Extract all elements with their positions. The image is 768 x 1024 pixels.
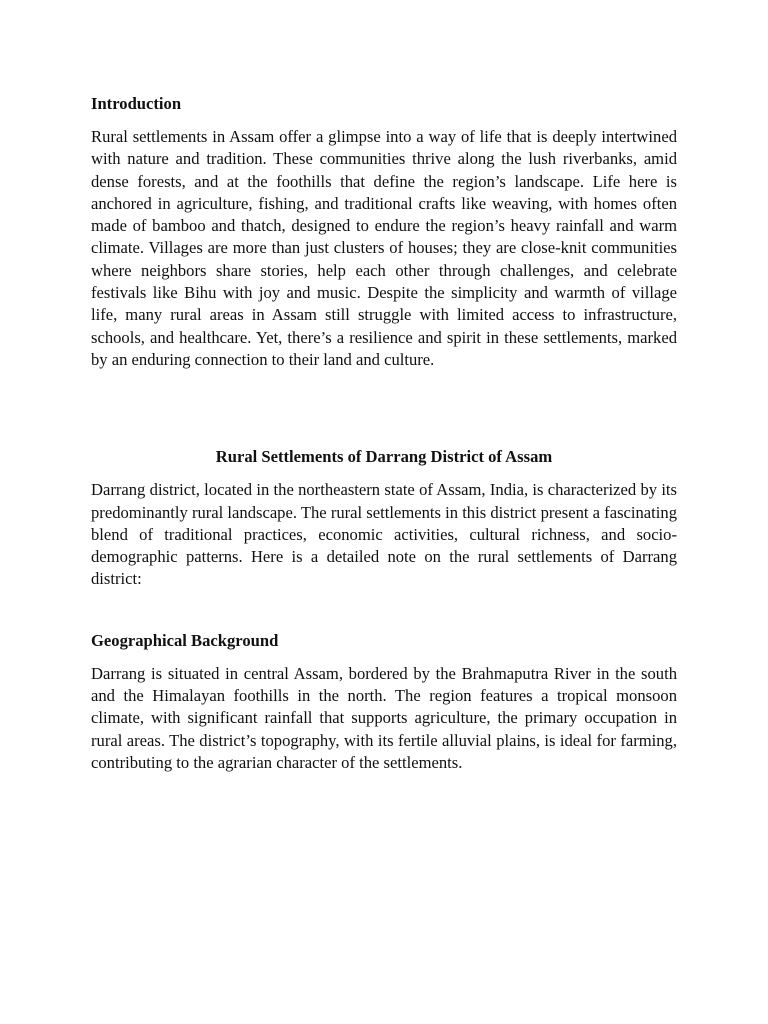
geography-heading: Geographical Background — [91, 630, 279, 650]
geography-paragraph: Darrang is situated in central Assam, bordered by the Brahmaputra River in the south and the Himalayan foothills in the north. The region features a tropical monsoon climate, with significant rainfall that supports agriculture, the primary occupation in rural areas. The district’s topography, with its fertile alluvial plains, is ideal for farming, contributing to the agrarian character of the settlements. — [91, 663, 677, 772]
darrang-paragraph: Darrang district, located in the northeastern state of Assam, India, is characterized by its predominantly rural landscape. The rural settlements in this district present a fascinating blend of traditional practices, economic activities, cultural richness, and socio-demographic patterns. Here is a detailed note on the rural settlements of Darrang district: — [91, 480, 677, 589]
intro-paragraph: Rural settlements in Assam offer a glimpse into a way of life that is deeply intertwined with nature and tradition. These communities thrive along the lush riverbanks, amid dense forests, and at the foothills that define the region’s landscape. Life here is anchored in agriculture, fishing, and traditional crafts like weaving, with homes often made of bamboo and thatch, designed to endure the region’s heavy rainfall and warm climate. Villages are more than just clusters of houses; they are close-knit communities where neighbors share stories, help each other through challenges, and celebrate festivals like Bihu with joy and music. Despite the simplicity and warmth of village life, many rural areas in Assam still struggle with limited access to infrastructure, schools, and healthcare. Yet, there’s a resilience and spirit in these settlements, marked by an enduring connection to their land and culture. — [91, 127, 677, 369]
section-title: Rural Settlements of Darrang District of Assam — [215, 447, 553, 467]
intro-heading: Introduction — [91, 94, 182, 113]
